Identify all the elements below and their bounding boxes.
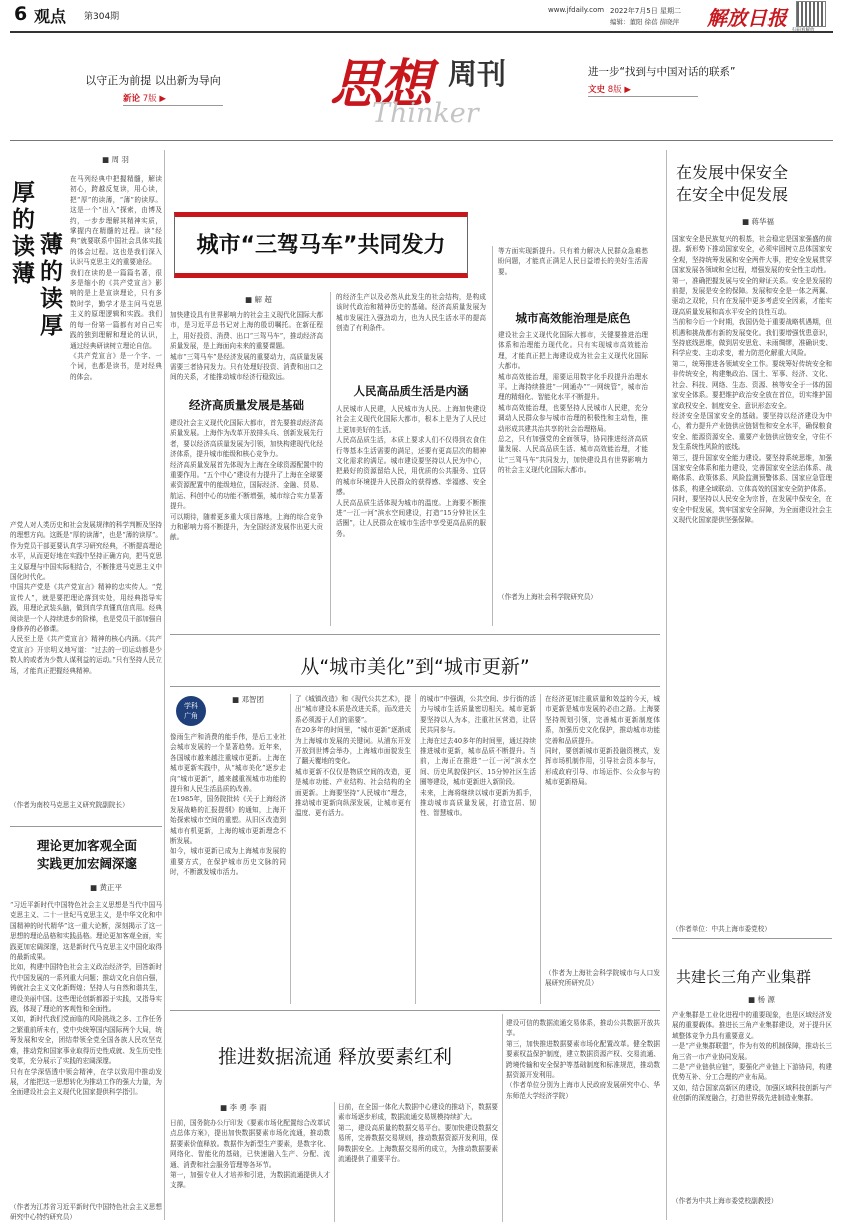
mid-byline: ■ 邓智团 xyxy=(232,695,264,704)
main-article-note: （作者为上海社会科学院研究员） xyxy=(498,593,597,601)
right-bottom-article xyxy=(672,942,832,1228)
author-icon: ■ xyxy=(102,155,110,164)
mid-col2: 了《城镇改造》和《现代公共艺术》，提出“城市建设本质是改进关系，而改进关系必须源于人们的需要”。 在20多年的时间里，“城市更新”逐渐成为上海城市发展的关键词。从浦东开发开放到世博会举办，上海城市面貌发生了翻天覆地的变化。 城市更新不仅仅是物质空间的改造，更是城市功能、产业结构、社会结构的全面更新。上海要坚持“人民城市”理念，推动城市更新向纵深发展，让城市更有温度、更有活力。 xyxy=(295,695,411,818)
main-col1-subheading: 经济高质量发展是基础 xyxy=(189,398,304,412)
author-icon: ■ xyxy=(232,695,240,704)
left-article-body-top: 在马列经典中把握精髓，解读初心，跨越反复读，用心读，把“厚”的读薄，“薄”的读厚。这是一个“出入”探索，由博及约，一步步理解其精神实质，掌握内在精髓的过程。读“经典”就要联系中国社会具体实践的体会过程。这也是我们深入认识马克思主义的重要途径。 我们在读的是一篇篇名著，很多是缩小的《共产党宣言》影响的是上是宣读理论，只有多数时学，勤学才是主问马克思主义的原理逻辑和实践。我们的每一份第一篇都有对自己实践的独到理解和理论的认识，通过经典研读树立理论自信。 《共产党宣言》是一个字、一个词，也都是读书，是对经典的体会。 xyxy=(70,175,162,381)
main-byline: ■ 解 超 xyxy=(245,295,272,304)
main-col2-intro: 的经济生产以及必然从此发生的社会结构，是构成该时代政治和精神历史的基础。经济高质量发展为城市发展注入强劲动力，也为人民生活水平的提高创造了有利条件。 xyxy=(336,293,486,333)
banner-rule xyxy=(10,140,833,141)
author-icon: ■ xyxy=(742,217,750,226)
headline-line-1: 厚的读薄 xyxy=(12,180,35,287)
right-title-line-1: 在发展中保安全 xyxy=(676,163,789,182)
issue-number: 第304期 xyxy=(84,12,120,22)
qr-code xyxy=(796,1,826,27)
editors: 编辑：董阳 徐蓓 薛晓萍 xyxy=(610,18,680,26)
left-article-note: （作者为南校马克思主义研究院副院长） xyxy=(10,801,129,809)
right-article-note: （作者单位：中共上海市委党校） xyxy=(672,925,771,933)
masthead-rule xyxy=(10,31,833,33)
mid-col-rule-3 xyxy=(540,694,541,1004)
second-article-note: （作者为江苏省习近平新时代中国特色社会主义思想研究中心特约研究员） xyxy=(10,1203,162,1222)
second-byline: ■ 黄正平 xyxy=(90,883,122,892)
bottom-col3: 建设可信的数据流通交易体系，推动公共数据开放共享。 第三，加快推进数据要素市场化配置改革。健全数据要素权益保护制度，建立数据资源产权、交易流通、跨境传输和安全保护等基础制度和标准规范，推动数据资源开发利用。 （作者单位分别为上海市人民政府发展研究中心、华东师范大学经济学院） xyxy=(506,1019,660,1100)
bottom-col-rule-2 xyxy=(502,1014,503,1222)
right-bottom-note: （作者为中共上海市委党校副教授） xyxy=(672,1197,778,1205)
main-col-rule-2 xyxy=(492,246,493,626)
right-byline: ■ 蒋华福 xyxy=(742,217,774,226)
mid-article xyxy=(170,640,660,1010)
teaser-right-arrow-icon: ▶ xyxy=(624,85,631,95)
mid-article-title: 从“城市美化”到“城市更新” xyxy=(300,656,530,678)
author-icon: ■ xyxy=(245,295,253,304)
second-headline-line-1: 理论更加客观全面 xyxy=(36,838,137,853)
paper-name: 解放日报 xyxy=(707,6,787,30)
teaser-left-arrow-icon: ▶ xyxy=(159,94,166,104)
teaser-right-title: 进一步“找到与中国对话的联系” xyxy=(588,66,736,78)
bottom-col2: 日前，在全国一体化大数据中心建设的推动下，数据要素市场逐步形成，数据流通交易规模持续扩大。 第二，建设高质量的数据交易平台。要加快建设数据交易所，完善数据交易规则，推动数据资源开发利用，保障数据安全。上海数据交易所的成立，为推动数据要素流通提供了重要平台。 xyxy=(338,1103,498,1164)
discipline-badge xyxy=(176,696,206,726)
right-bottom-byline: ■ 杨 源 xyxy=(748,995,775,1004)
right-bottom-title: 共建长三角产业集群 xyxy=(676,968,812,986)
main-col3-body: 建设社会主义现代化国际大都市，关键要推进治理体系和治理能力现代化。只有实现城市高效能治理，才能真正把上海建设成为社会主义现代化国际大都市。 城市高效能治理，需要运用数字化手段提升治理水平。上海持续推进“一网通办”“一网统管”，城市治理的精细化、智能化水平不断提升。 城市高效能治理，也要坚持人民城市人民建，充分调动人民群众参与城市治理的积极性和主动性，推动形成共建共治共享的社会治理格局。 总之，只有加强党的全面领导，协同推进经济高质量发展、人民高品质生活、城市高效能治理，才能让“三驾马车”共同发力，加快建设具有世界影响力的社会主义现代化国际大都市。 xyxy=(498,331,648,475)
main-col1-intro: 加快建设具有世界影响力的社会主义现代化国际大都市，是习近平总书记对上海的殷切嘱托。在新征程上，用好投资、消费、出口“三驾马车”，推动经济高质量发展，是上海面向未来的重要课题。 城市“三驾马车”是经济发展的重要动力，高质量发展需要三者协同发力。只有处理好投资、消费和出口之间的关系，才能推动城市经济行稳致远。 xyxy=(170,311,323,382)
bottom-article xyxy=(170,1014,660,1228)
headline-line-2: 薄的读厚 xyxy=(40,232,63,339)
right-article-body: 国家安全是民族复兴的根基，社会稳定是国家强盛的前提。新形势下推动国家安全，必须牢固树立总体国家安全观，坚持统筹发展和安全两件大事，把安全发展贯穿国家发展各领域和全过程，增强发展的安全性主动性。 第一，准确把握发展与安全的辩证关系。安全是发展的前提，发展是安全的保障。发展和安全是一体之两翼、驱动之双轮，只有在发展中更多考虑安全因素，才能实现高质量发展和高水平安全的良性互动。 当前和今后一个时期，我国仍处于重要战略机遇期，但机遇和挑战都有新的发展变化。我们要增强忧患意识，坚持底线思维，做到居安思危、未雨绸缪，准确识变、科学应变、主动求变，着力防范化解重大风险。 第二，统筹推进各领域安全工作。要统筹好传统安全和非传统安全，构建集政治、国土、军事、经济、文化、社会、科技、网络、生态、资源、核等安全于一体的国家安全体系。要把维护政治安全放在首位，切实维护国家政权安全、制度安全、意识形态安全。 经济安全是国家安全的基础。要坚持以经济建设为中心，着力提升产业链供应链韧性和安全水平，确保粮食安全、能源资源安全、重要产业链供应链安全，守住不发生系统性风险的底线。 第三，提升国家安全能力建设。要坚持系统思维，加强国家安全体系和能力建设，完善国家安全法治体系、战略体系、政策体系、风险监测预警体系、国家应急管理体系，构建全域联动、立体高效的国家安全防护体系。 同时，要坚持以人民安全为宗旨，在发展中保安全，在安全中促发展，筑牢国家安全屏障，为全面建设社会主义现代化国家提供坚强保障。 xyxy=(672,235,832,524)
teaser-left-title: 以守正为前提 以出新为导向 xyxy=(85,74,221,87)
right-article xyxy=(672,150,832,935)
main-article-title: 城市“三驾马车”共同发力 xyxy=(196,233,446,258)
section-name: 观点 xyxy=(34,7,67,26)
mid-col3: 的城市”中强调，公共空间、步行街的活力与城市生活质量密切相关。城市更新要坚持以人为本，注重社区营造，让居民共同参与。 上海在过去40多年的时间里，通过持续推进城市更新，城市品质不断提升。当前，上海正在推进“一江一河”滨水空间、历史风貌保护区、15分钟社区生活圈等建设，城市更新进入新阶段。 未来，上海将继续以城市更新为抓手，推动城市高质量发展，打造宜居、韧性、智慧城市。 xyxy=(420,695,536,818)
left-column xyxy=(10,150,162,1228)
bottom-article-title: 推进数据流通 释放要素红利 xyxy=(217,1046,453,1068)
badge-label-top: 学科 xyxy=(184,702,198,710)
teaser-left-section: 新论 xyxy=(123,94,141,104)
left-article-body: 产党人对人类历史和社会发展规律的科学判断及坚持的理想方向。这既是“厚的读薄”，也是“薄的读厚”。作为党员干部更要认真学习研究经典，不断提高理论水平，从而更好地在实践中坚持正确方向，把马克思主义原理与中国实际相结合，不断推进马克思主义中国化时代化。 中国共产党是《共产党宣言》精神的忠实传人。“党宣传人”，就是要把理论落到实处，用经典指导实践，用理论武装头脑，做到真学真懂真信真用。经典阅读是一个人持续进步的阶梯，也是党员干部加强自身修养的必修课。 人民至上是《共产党宣言》精神的核心内涵。《共产党宣言》开宗明义地写道：“过去的一切运动都是少数人的或者为少数人谋利益的运动。”只有坚持人民立场，才能真正把握经典精神。 xyxy=(10,521,162,675)
weekly-banner xyxy=(0,34,841,144)
weekly-title-en: Thinker xyxy=(372,98,479,129)
badge-label-bottom: 广角 xyxy=(184,712,198,720)
bottom-byline: ■ 李 勇 李 雨 xyxy=(220,1103,267,1112)
teaser-right-section: 文史 xyxy=(588,85,606,95)
column-rule-right xyxy=(666,150,667,1220)
mid-article-note: （作者为上海社会科学院城市与人口发展研究所研究员） xyxy=(545,969,660,988)
bottom-col-rule-1 xyxy=(334,1102,335,1222)
bottom-col1: 日前，国务院办公厅印发《要素市场化配置综合改革试点总体方案》，提出加快数据要素市场化流通，推动数据要素价值释放。数据作为新型生产要素，是数字化、网络化、智能化的基础，已快速融入生产、分配、流通、消费和社会服务管理等各环节。 第一，加强专业人才培养和引进，为数据流通提供人才支撑。 xyxy=(170,1119,330,1190)
mid-col-rule-2 xyxy=(415,694,416,1004)
masthead xyxy=(0,0,841,32)
bottom-divider xyxy=(170,1010,660,1011)
second-headline-line-2: 实践更加宏阔深邃 xyxy=(36,856,137,871)
author-icon: ■ xyxy=(220,1103,228,1112)
banner-teaser-left[interactable] xyxy=(83,72,223,106)
main-col3-intro: 等方面实现新提升。只有着力解决人民群众急难愁盼问题，才能真正满足人民日益增长的美好生活需要。 xyxy=(498,247,648,276)
site-url: www.jfdaily.com xyxy=(548,6,605,14)
mid-divider xyxy=(170,634,660,635)
weekly-title-suffix: 周刊 xyxy=(448,57,507,91)
main-col2-subheading: 人民高品质生活是内涵 xyxy=(353,384,469,398)
author-icon: ■ xyxy=(90,883,98,892)
main-col1-body: 建设社会主义现代化国际大都市，首先要推动经济高质量发展。上海作为改革开放排头兵、创新发展先行者，要以经济高质量发展为引领，加快构建现代化经济体系，提升城市能级和核心竞争力。 经济高质量发展首先体现为上海在全球资源配置中的重要作用。“五个中心”建设有力提升了上海在全球要素资源配置中的能级地位，国际经济、金融、贸易、航运、科创中心的功能不断增强，城市综合实力显著提升。 可以期待，随着更多重大项目落地，上海的综合竞争力和影响力将不断提升，为全国经济发展作出更大贡献。 xyxy=(170,419,323,542)
right-bottom-body: 产业集群是工业化进程中的重要现象，也是区域经济发展的重要载体。推进长三角产业集群建设，对于提升区域整体竞争力具有重要意义。 一是“产业集群联盟”，作为有效的机制保障，推动长三角三省一市产业协同发展。 二是“产业链供应链”，要强化产业链上下游协同，构建优势互补、分工合理的产业布局。 又如，结合国家高新区的建设，加强区域科技创新与产业创新的深度融合，打造世界级先进制造业集群。 xyxy=(672,1011,832,1103)
second-article-body: “习近平新时代中国特色社会主义思想是当代中国马克思主义、二十一世纪马克思主义，是中华文化和中国精神的时代精华”这一重大论断，深刻揭示了这一思想的理论品格和实践品格。理论更加客观全面，实践更加宏阔深邃，这是新时代马克思主义中国化取得的最新成果。 比如，构建中国特色社会主义政治经济学，回答新时代中国发展的一系列重大问题；推动文化自信自强，铸就社会主义文化新辉煌；坚持人与自然和谐共生，建设美丽中国。这些理论创新都源于实践，又指导实践，体现了理论的客观性和全面性。 又如，新时代我们党面临的风险挑战之多、工作任务之繁重前所未有，党中央统筹国内国际两个大局，统筹发展和安全，团结带领全党全国各族人民攻坚克难，推动党和国家事业取得历史性成就、发生历史性变革，充分展示了实践的宏阔深邃。 只有在学深悟透中领会精神，在学以致用中推动发展，才能把这一思想转化为推动工作的强大力量，为全面建设社会主义现代化国家提供科学指引。 xyxy=(10,901,162,1097)
mid-col-rule-1 xyxy=(290,694,291,1004)
main-col3-subheading: 城市高效能治理是底色 xyxy=(515,311,631,325)
main-article xyxy=(170,212,660,627)
weekly-title-cn: 思想 xyxy=(330,54,431,115)
left-divider xyxy=(10,826,162,827)
main-col2-body: 人民城市人民建，人民城市为人民。上海加快建设社会主义现代化国际大都市，根本上是为了人民过上更加美好的生活。 人民高品质生活，本质上要求人们不仅得到衣食住行等基本生活需要的满足，还要有更高层次的精神文化需求的满足。城市建设要坚持以人民为中心，把最好的资源留给人民，用优质的公共服务、宜居的城市环境提升人民群众的获得感、幸福感、安全感。 人民高品质生活体现为城市的温度。上海要不断推进“一江一河”滨水空间建设，打造“15分钟社区生活圈”，让人民群众在城市生活中享受更高品质的服务。 xyxy=(336,405,486,538)
mid-col4: 在经济更加注重质量和效益的今天，城市更新是城市发展的必由之路。上海要坚持规划引领，完善城市更新制度体系，加强历史文化保护，推动城市功能完善和品质提升。 同时，要创新城市更新投融资模式，发挥市场机制作用，引导社会资本参与，形成政府引导、市场运作、公众参与的城市更新格局。 xyxy=(545,695,660,787)
mid-title-underline xyxy=(170,686,660,687)
teaser-right-page: 8版 xyxy=(607,85,622,95)
mid-col1: 像雨生产和消费的能手伟，是后工业社会城市发展的一个显著趋势。近年来，各国城市越来越注重城市更新。上海在城市更新实践中，从“城市美化”逐步走向“城市更新”，越来越重视城市功能的提升和人民生活品质的改善。 在1985年，国务院批转《关于上海经济发展战略的汇报提纲》的通知，上海开始探索城市空间的重塑。从旧区改造到城市有机更新，上海的城市更新理念不断发展。 如今，城市更新已成为上海城市发展的重要方式，在保护城市历史文脉的同时，不断激发城市活力。 xyxy=(170,733,286,877)
page-number: 6 xyxy=(14,3,28,25)
main-col-rule-1 xyxy=(330,292,331,626)
right-title-line-2: 在安全中促发展 xyxy=(676,185,789,204)
column-rule-left xyxy=(164,150,165,1220)
banner-teaser-right[interactable] xyxy=(588,64,735,97)
byline: ■ 周 羽 xyxy=(102,155,129,164)
issue-date: 2022年7月5日 星期二 xyxy=(610,7,681,15)
author-icon: ■ xyxy=(748,995,756,1004)
teaser-left-page: 7版 xyxy=(142,94,157,104)
right-bottom-divider xyxy=(672,938,832,939)
